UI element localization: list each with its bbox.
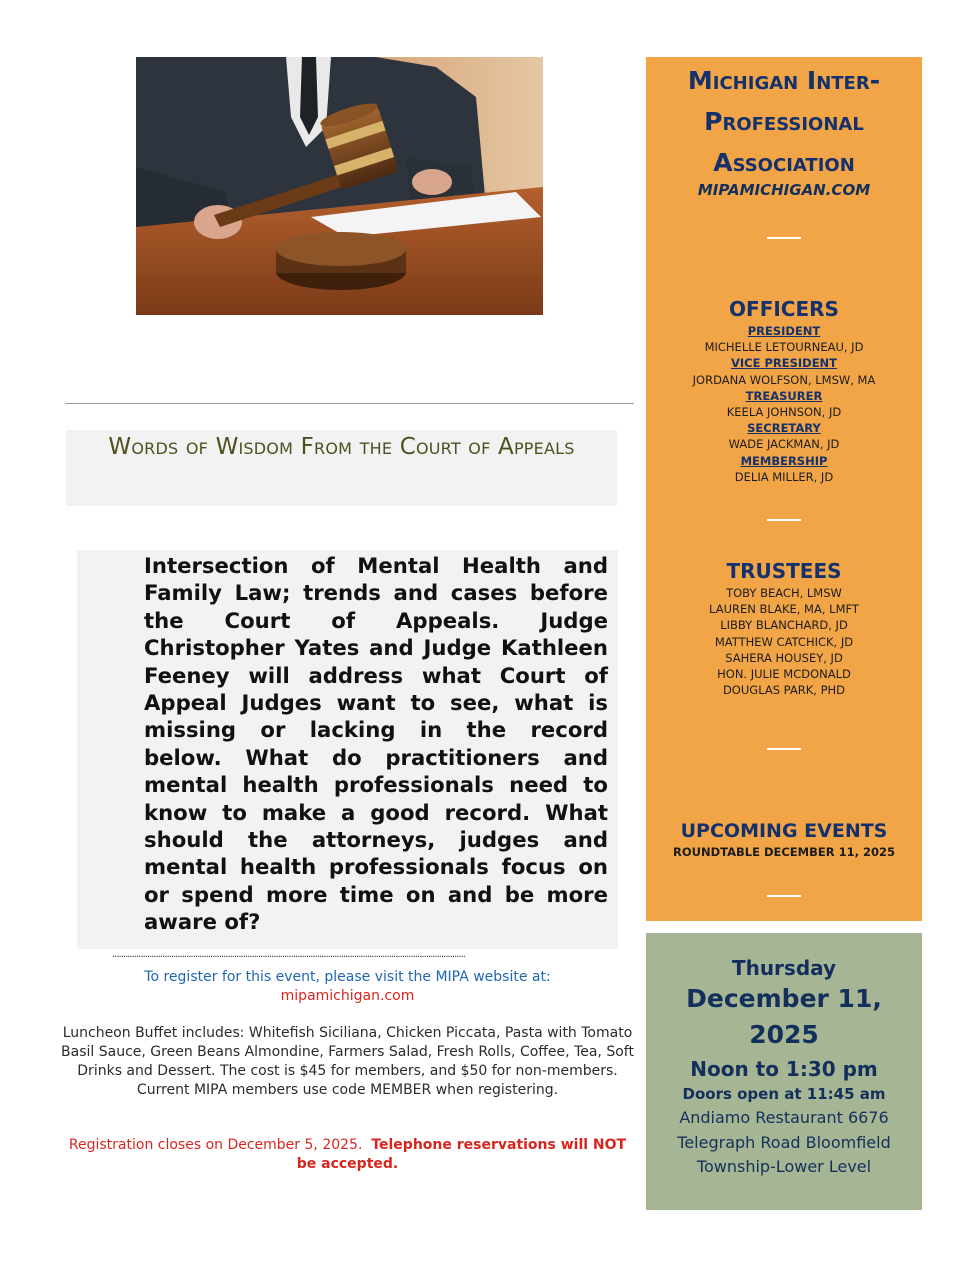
gavel-photo bbox=[136, 57, 543, 315]
officer-name: KEELA JOHNSON, JD bbox=[726, 405, 842, 420]
registration-info bbox=[60, 968, 635, 1006]
trustees-title: TRUSTEES bbox=[726, 559, 842, 584]
event-time: Noon to 1:30 pm bbox=[690, 1057, 878, 1081]
event-details-box bbox=[646, 933, 922, 1210]
event-description: Intersection of Mental Health and Family Law; trends and cases before the Court of Appeals. Judge Christopher Yates and Judge Kathleen Feeney will address what Court of Appeal Judges want to see, what is missing or lacking in the record below. What do practitioners and mental health professionals need to know to make a good record. What should the attorneys, judges and mental health professionals focus on or spend more time on and be more aware of? bbox=[144, 553, 608, 935]
doors-open: Doors open at 11:45 am bbox=[682, 1085, 886, 1103]
event-day: Thursday bbox=[731, 956, 837, 980]
trustee-name: DOUGLAS PARK, PHD bbox=[722, 683, 846, 698]
headline: Words of Wisdom From the Court of Appeals bbox=[108, 434, 575, 460]
events-title: UPCOMING EVENTS bbox=[680, 820, 888, 843]
officers-title: OFFICERS bbox=[729, 297, 839, 321]
officer-role: TREASURER bbox=[745, 388, 823, 403]
trustee-name: TOBY BEACH, LMSW bbox=[726, 586, 842, 601]
closes-notice: Telephone reservations will NOT be accepted. bbox=[296, 1137, 627, 1172]
venue-line-1: Andiamo Restaurant 6676 bbox=[679, 1108, 889, 1127]
officer-name: WADE JACKMAN, JD bbox=[728, 437, 840, 452]
officers-list bbox=[646, 323, 922, 485]
dotted-separator: .................................................................................................................................................................. bbox=[112, 950, 465, 960]
trustee-name: SAHERA HOUSEY, JD bbox=[725, 650, 843, 665]
section-divider bbox=[65, 403, 634, 404]
venue-line-3: Township-Lower Level bbox=[696, 1157, 872, 1176]
org-name bbox=[646, 57, 922, 183]
rule-3 bbox=[767, 748, 801, 750]
org-name-line-2: Professional bbox=[704, 107, 864, 136]
headline-box bbox=[66, 430, 617, 506]
event-date-line-2: 2025 bbox=[749, 1020, 819, 1049]
luncheon-info: Luncheon Buffet includes: Whitefish Siciliana, Chicken Piccata, Pasta with Tomato Basil Sauce, Green Beans Almondine, Farmers Salad, Fresh Rolls, Coffee, Tea, Soft Drinks and Dessert. The cost is $45 for members, and $50 for non-members. Current MIPA members use code MEMBER when registering. bbox=[61, 1025, 634, 1098]
trustees-list bbox=[646, 585, 922, 698]
register-link[interactable]: mipamichigan.com bbox=[280, 988, 415, 1004]
description-box bbox=[77, 550, 618, 949]
event-date-line-1: December 11, bbox=[686, 984, 882, 1013]
register-text: To register for this event, please visit the MIPA website at: bbox=[144, 969, 551, 985]
rule-4 bbox=[767, 895, 801, 897]
trustee-name: LAUREN BLAKE, MA, LMFT bbox=[709, 602, 859, 617]
officer-role: SECRETARY bbox=[747, 421, 821, 436]
rule-2 bbox=[767, 519, 801, 521]
officer-role: VICE PRESIDENT bbox=[730, 356, 838, 371]
closes-date: Registration closes on December 5, 2025. bbox=[68, 1137, 363, 1153]
trustee-name: HON. JULIE MCDONALD bbox=[717, 667, 851, 682]
officer-role: MEMBERSHIP bbox=[740, 453, 828, 468]
officer-name: JORDANA WOLFSON, LMSW, MA bbox=[692, 372, 876, 387]
gavel-icon bbox=[136, 57, 543, 315]
venue-line-2: Telegraph Road Bloomfield bbox=[677, 1132, 891, 1152]
trustee-name: LIBBY BLANCHARD, JD bbox=[720, 618, 848, 633]
trustee-name: MATTHEW CATCHICK, JD bbox=[714, 634, 854, 649]
officer-name: MICHELLE LETOURNEAU, JD bbox=[704, 340, 864, 355]
rule-1 bbox=[767, 237, 801, 239]
org-website[interactable]: MIPAMICHIGAN.COM bbox=[697, 181, 871, 199]
sidebar-orange bbox=[646, 57, 922, 921]
org-name-line-1: Michigan Inter- bbox=[687, 66, 881, 95]
registration-closes bbox=[60, 1136, 635, 1174]
events-item: ROUNDTABLE DECEMBER 11, 2025 bbox=[673, 845, 895, 860]
officer-role: PRESIDENT bbox=[747, 324, 821, 338]
org-name-line-3: Association bbox=[713, 148, 855, 177]
officer-name: DELIA MILLER, JD bbox=[734, 469, 834, 484]
